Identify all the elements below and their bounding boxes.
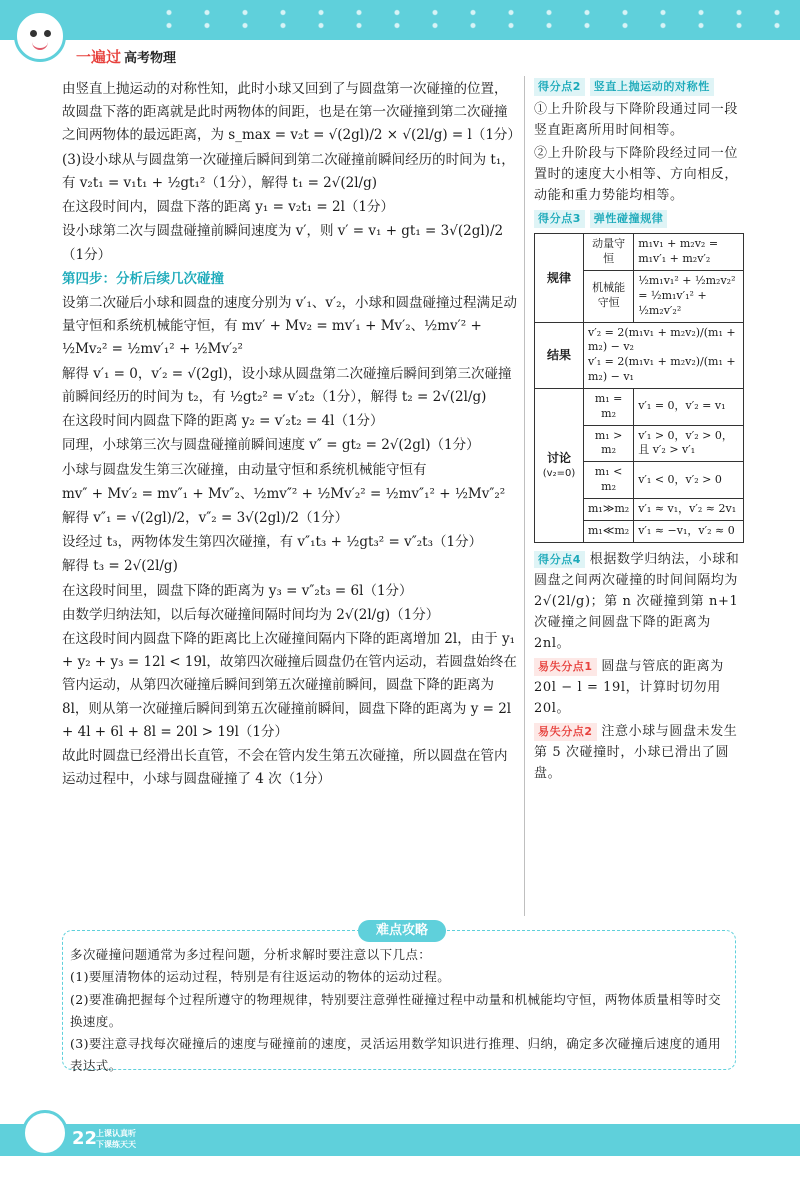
- table-cell: m₁≪m₂: [584, 520, 634, 542]
- footer-mascot-icon: [22, 1110, 68, 1156]
- table-head-result: 结果: [535, 322, 584, 388]
- table-cell: v′₁ ≈ v₁，v′₂ ≈ 2v₁: [634, 498, 744, 520]
- table-cell: m₁ > m₂: [584, 425, 634, 462]
- table-cell: m₁ < m₂: [584, 462, 634, 499]
- tips-line: (1)要厘清物体的运动过程，特别是有往返运动的物体的运动过程。: [70, 969, 451, 985]
- solution-paragraph: 解得 v′₁ = 0，v′₂ = √(2gl)，设小球从圆盘第二次碰撞后瞬间到第三次碰撞前瞬间经历的时间为 t₂，有 ½gt₂² = v′₂t₂（1分），解得 t₂ = 2√(2l/g): [62, 365, 512, 405]
- solution-paragraph: 小球与圆盘发生第三次碰撞，由动量守恒和系统机械能守恒有: [62, 461, 427, 478]
- solution-paragraph: 在这段时间内，圆盘下落的距离 y₁ = v₂t₁ = 2l（1分）: [62, 199, 394, 216]
- discussion-condition: (v₂=0): [542, 467, 576, 479]
- header-star-pattern: [150, 6, 790, 32]
- tips-line: (2)要准确把握每个过程所遵守的物理规律，特别要注意弹性碰撞过程中动量和机械能均守恒，两物体质量相等时交换速度。: [70, 991, 722, 1029]
- solution-paragraph: (3)设小球从与圆盘第一次碰撞后瞬间到第二次碰撞前瞬间经历的时间为 t₁，有 v₂t₁ = v₁t₁ + ½gt₁²（1分），解得 t₁ = 2√(2l/g): [62, 151, 515, 191]
- page-number: 22: [72, 1128, 98, 1149]
- result-formula: v′₁ = 2(m₁v₁ + m₂v₂)/(m₁ + m₂) − v₁: [588, 355, 736, 384]
- solution-paragraph: 解得 t₃ = 2√(2l/g): [62, 558, 178, 575]
- table-cell: m₁ = m₂: [584, 388, 634, 425]
- score-point-title: 竖直上抛运动的对称性: [590, 78, 714, 96]
- elastic-collision-table: [534, 233, 744, 542]
- solution-paragraph: 由竖直上抛运动的对称性知，此时小球又回到了与圆盘第一次碰撞的位置，故圆盘下落的距离就是此时两物体的间距，也是在第一次碰撞到第二次碰撞之间两物体的最远距离，为 s_max = v₂t = √(2gl)/2 × √(2l/g) = l（1分）: [62, 81, 521, 144]
- tips-title: 难点攻略: [358, 920, 446, 942]
- discussion-label: 讨论: [546, 451, 571, 466]
- solution-paragraph: 在这段时间里，圆盘下降的距离为 y₃ = v″₂t₃ = 6l（1分）: [62, 582, 413, 599]
- pitfall-tag: 易失分点2: [534, 723, 597, 741]
- score-point-title: 弹性碰撞规律: [590, 210, 668, 228]
- result-formula: v′₂ = 2(m₁v₁ + m₂v₂)/(m₁ + m₂) − v₂: [588, 325, 736, 354]
- column-divider: [524, 76, 525, 916]
- pitfall-tag: 易失分点1: [534, 658, 597, 676]
- table-cell: [584, 322, 744, 388]
- footer-motto: 上课认真听 下课练天天: [96, 1129, 136, 1149]
- table-cell: v′₁ = 0，v′₂ = v₁: [634, 388, 744, 425]
- table-cell: v′₁ < 0，v′₂ > 0: [634, 462, 744, 499]
- side-note: 注意小球与圆盘未发生第 5 次碰撞时，小球已滑出了圆盘。: [534, 724, 738, 782]
- side-note: 根据数学归纳法，小球和圆盘之间两次碰撞的时间间隔均为 2√(2l/g)；第 n 次碰撞到第 n+1 次碰撞之间圆盘下降的距离为 2nl。: [534, 551, 740, 651]
- solution-paragraph: 解得 v″₁ = √(2gl)/2，v″₂ = 3√(2gl)/2（1分）: [62, 509, 349, 526]
- score-point-tag: 得分点4: [534, 551, 585, 569]
- score-point-tag: 得分点2: [534, 78, 585, 96]
- solution-paragraph: 同理，小球第三次与圆盘碰撞前瞬间速度 v″ = gt₂ = 2√(2gl)（1分）: [62, 437, 480, 454]
- solution-paragraph: 设第二次碰后小球和圆盘的速度分别为 v′₁、v′₂，小球和圆盘碰撞过程满足动量守恒和系统机械能守恒，有 mv′ + Mv₂ = mv′₁ + Mv′₂、½mv′² + ½Mv₂² = ½mv′₁² + ½Mv′₂²: [62, 294, 517, 358]
- table-cell: m₁≫m₂: [584, 498, 634, 520]
- solution-paragraph: 在这段时间内圆盘下降的距离 y₂ = v′₂t₂ = 4l（1分）: [62, 413, 384, 430]
- solution-paragraph: mv″ + Mv′₂ = mv″₁ + Mv″₂、½mv″² + ½Mv′₂² = ½mv″₁² + ½Mv″₂²: [62, 485, 506, 502]
- solution-paragraph: 故此时圆盘已经滑出长直管，不会在管内发生第五次碰撞，所以圆盘在管内运动过程中，小球与圆盘碰撞了 4 次（1分）: [62, 748, 508, 788]
- subject-title: 高考物理: [124, 51, 177, 66]
- step-heading: 第四步：分析后续几次碰撞: [62, 270, 224, 287]
- table-cell: v′₁ ≈ −v₁，v′₂ ≈ 0: [634, 520, 744, 542]
- mascot-icon: [14, 10, 66, 62]
- table-cell: ½m₁v₁² + ½m₂v₂² = ½m₁v′₁² + ½m₂v′₂²: [634, 271, 744, 323]
- table-cell: v′₁ > 0，v′₂ > 0，且 v′₂ > v′₁: [634, 425, 744, 462]
- side-note: ①上升阶段与下降阶段通过同一段竖直距离所用时间相等。: [534, 102, 739, 139]
- side-note: 圆盘与管底的距离为 20l − l = 19l，计算时切勿用 20l。: [534, 658, 724, 716]
- brand-logo-text: 一遍过: [76, 48, 122, 66]
- table-cell: m₁v₁ + m₂v₂ = m₁v′₁ + m₂v′₂: [634, 234, 744, 271]
- side-note: ②上升阶段与下降阶段经过同一位置时的速度大小相等、方向相反，动能和重力势能均相等。: [534, 146, 739, 204]
- score-point-tag: 得分点3: [534, 210, 585, 228]
- tips-line: 多次碰撞问题通常为多过程问题，分析求解时要注意以下几点：: [70, 947, 432, 962]
- main-column: [62, 78, 521, 793]
- table-sublabel: 动量守恒: [584, 234, 634, 271]
- table-head-discussion: [535, 388, 584, 542]
- side-notes: [534, 76, 742, 786]
- table-head-law: 规律: [535, 234, 584, 322]
- solution-paragraph: 在这段时间内圆盘下降的距离比上次碰撞间隔内下降的距离增加 2l，由于 y₁ + y₂ + y₃ = 12l < 19l，故第四次碰撞后圆盘仍在管内运动，若圆盘始终在管内运动，从第四次碰撞后瞬间到第五次碰撞前瞬间，圆盘下降的距离为 8l，则从第一次碰撞后瞬间到第五次碰撞前瞬间，圆盘下降的距离为 y = 2l + 4l + 6l + 8l = 20l > 19l（1分）: [62, 631, 517, 740]
- solution-paragraph: 由数学归纳法知，以后每次碰撞间隔时间均为 2√(2l/g)（1分）: [62, 606, 440, 623]
- tips-body: [70, 944, 730, 1078]
- solution-paragraph: 设小球第二次与圆盘碰撞前瞬间速度为 v′，则 v′ = v₁ + gt₁ = 3√(2gl)/2（1分）: [62, 223, 504, 263]
- solution-paragraph: 设经过 t₃，两物体发生第四次碰撞，有 v″₁t₃ + ½gt₃² = v″₂t₃（1分）: [62, 534, 483, 551]
- table-sublabel: 机械能守恒: [584, 271, 634, 323]
- tips-line: (3)要注意寻找每次碰撞后的速度与碰撞前的速度，灵活运用数学知识进行推理、归纳，确定多次碰撞后速度的通用表达式。: [70, 1036, 722, 1074]
